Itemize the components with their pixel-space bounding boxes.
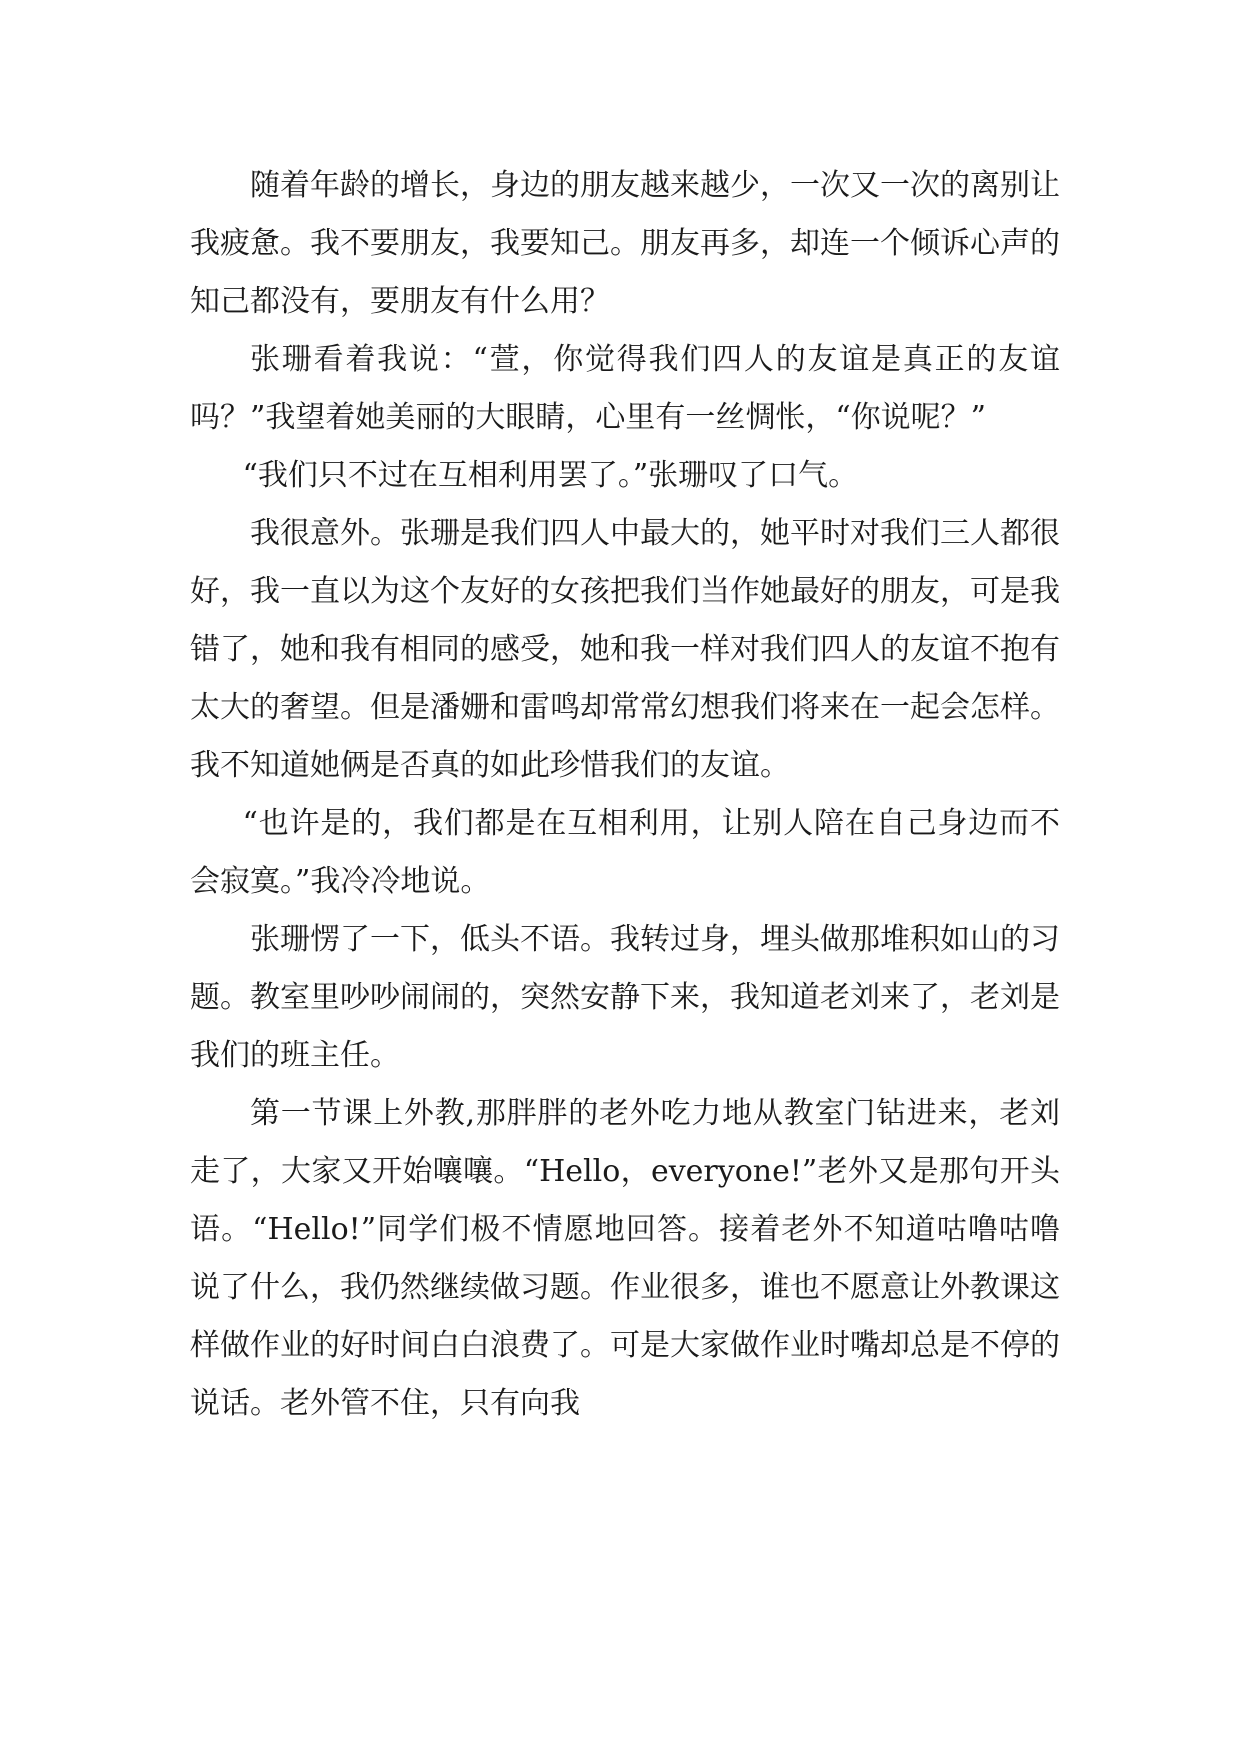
paragraph: 我很意外。张珊是我们四人中最大的，她平时对我们三人都很好，我一直以为这个友好的女孩把我们当作她最好的朋友，可是我错了，她和我有相同的感受，她和我一样对我们四人的友谊不抱有太大的奢望。但是潘姗和雷鸣却常常幻想我们将来在一起会怎样。我不知道她俩是否真的如此珍惜我们的友谊。: [190, 516, 1060, 783]
document-body: [190, 157, 1060, 1433]
paragraph: “也许是的，我们都是在互相利用，让别人陪在自己身边而不会寂寞。”我冷冷地说。: [190, 806, 1060, 899]
paragraph: 张珊看着我说：“萱，你觉得我们四人的友谊是真正的友谊吗？”我望着她美丽的大眼睛，心里有一丝惆怅，“你说呢？”: [190, 342, 1060, 435]
paragraph: “我们只不过在互相利用罢了。”张珊叹了口气。: [242, 458, 859, 493]
paragraph: 第一节课上外教,那胖胖的老外吃力地从教室门钻进来，老刘走了，大家又开始嚷嚷。“Hello，everyone!”老外又是那句开头语。“Hello!”同学们极不情愿地回答。接着老外不知道咕噜咕噜说了什么，我仍然继续做习题。作业很多，谁也不愿意让外教课这样做作业的好时间白白浪费了。可是大家做作业时嘴却总是不停的说话。老外管不住，只有向我: [190, 1096, 1060, 1421]
paragraph: 随着年龄的增长，身边的朋友越来越少，一次又一次的离别让我疲惫。我不要朋友，我要知己。朋友再多，却连一个倾诉心声的知己都没有，要朋友有什么用？: [190, 168, 1060, 319]
paragraph: 张珊愣了一下，低头不语。我转过身，埋头做那堆积如山的习题。教室里吵吵闹闹的，突然安静下来，我知道老刘来了，老刘是我们的班主任。: [190, 922, 1060, 1073]
